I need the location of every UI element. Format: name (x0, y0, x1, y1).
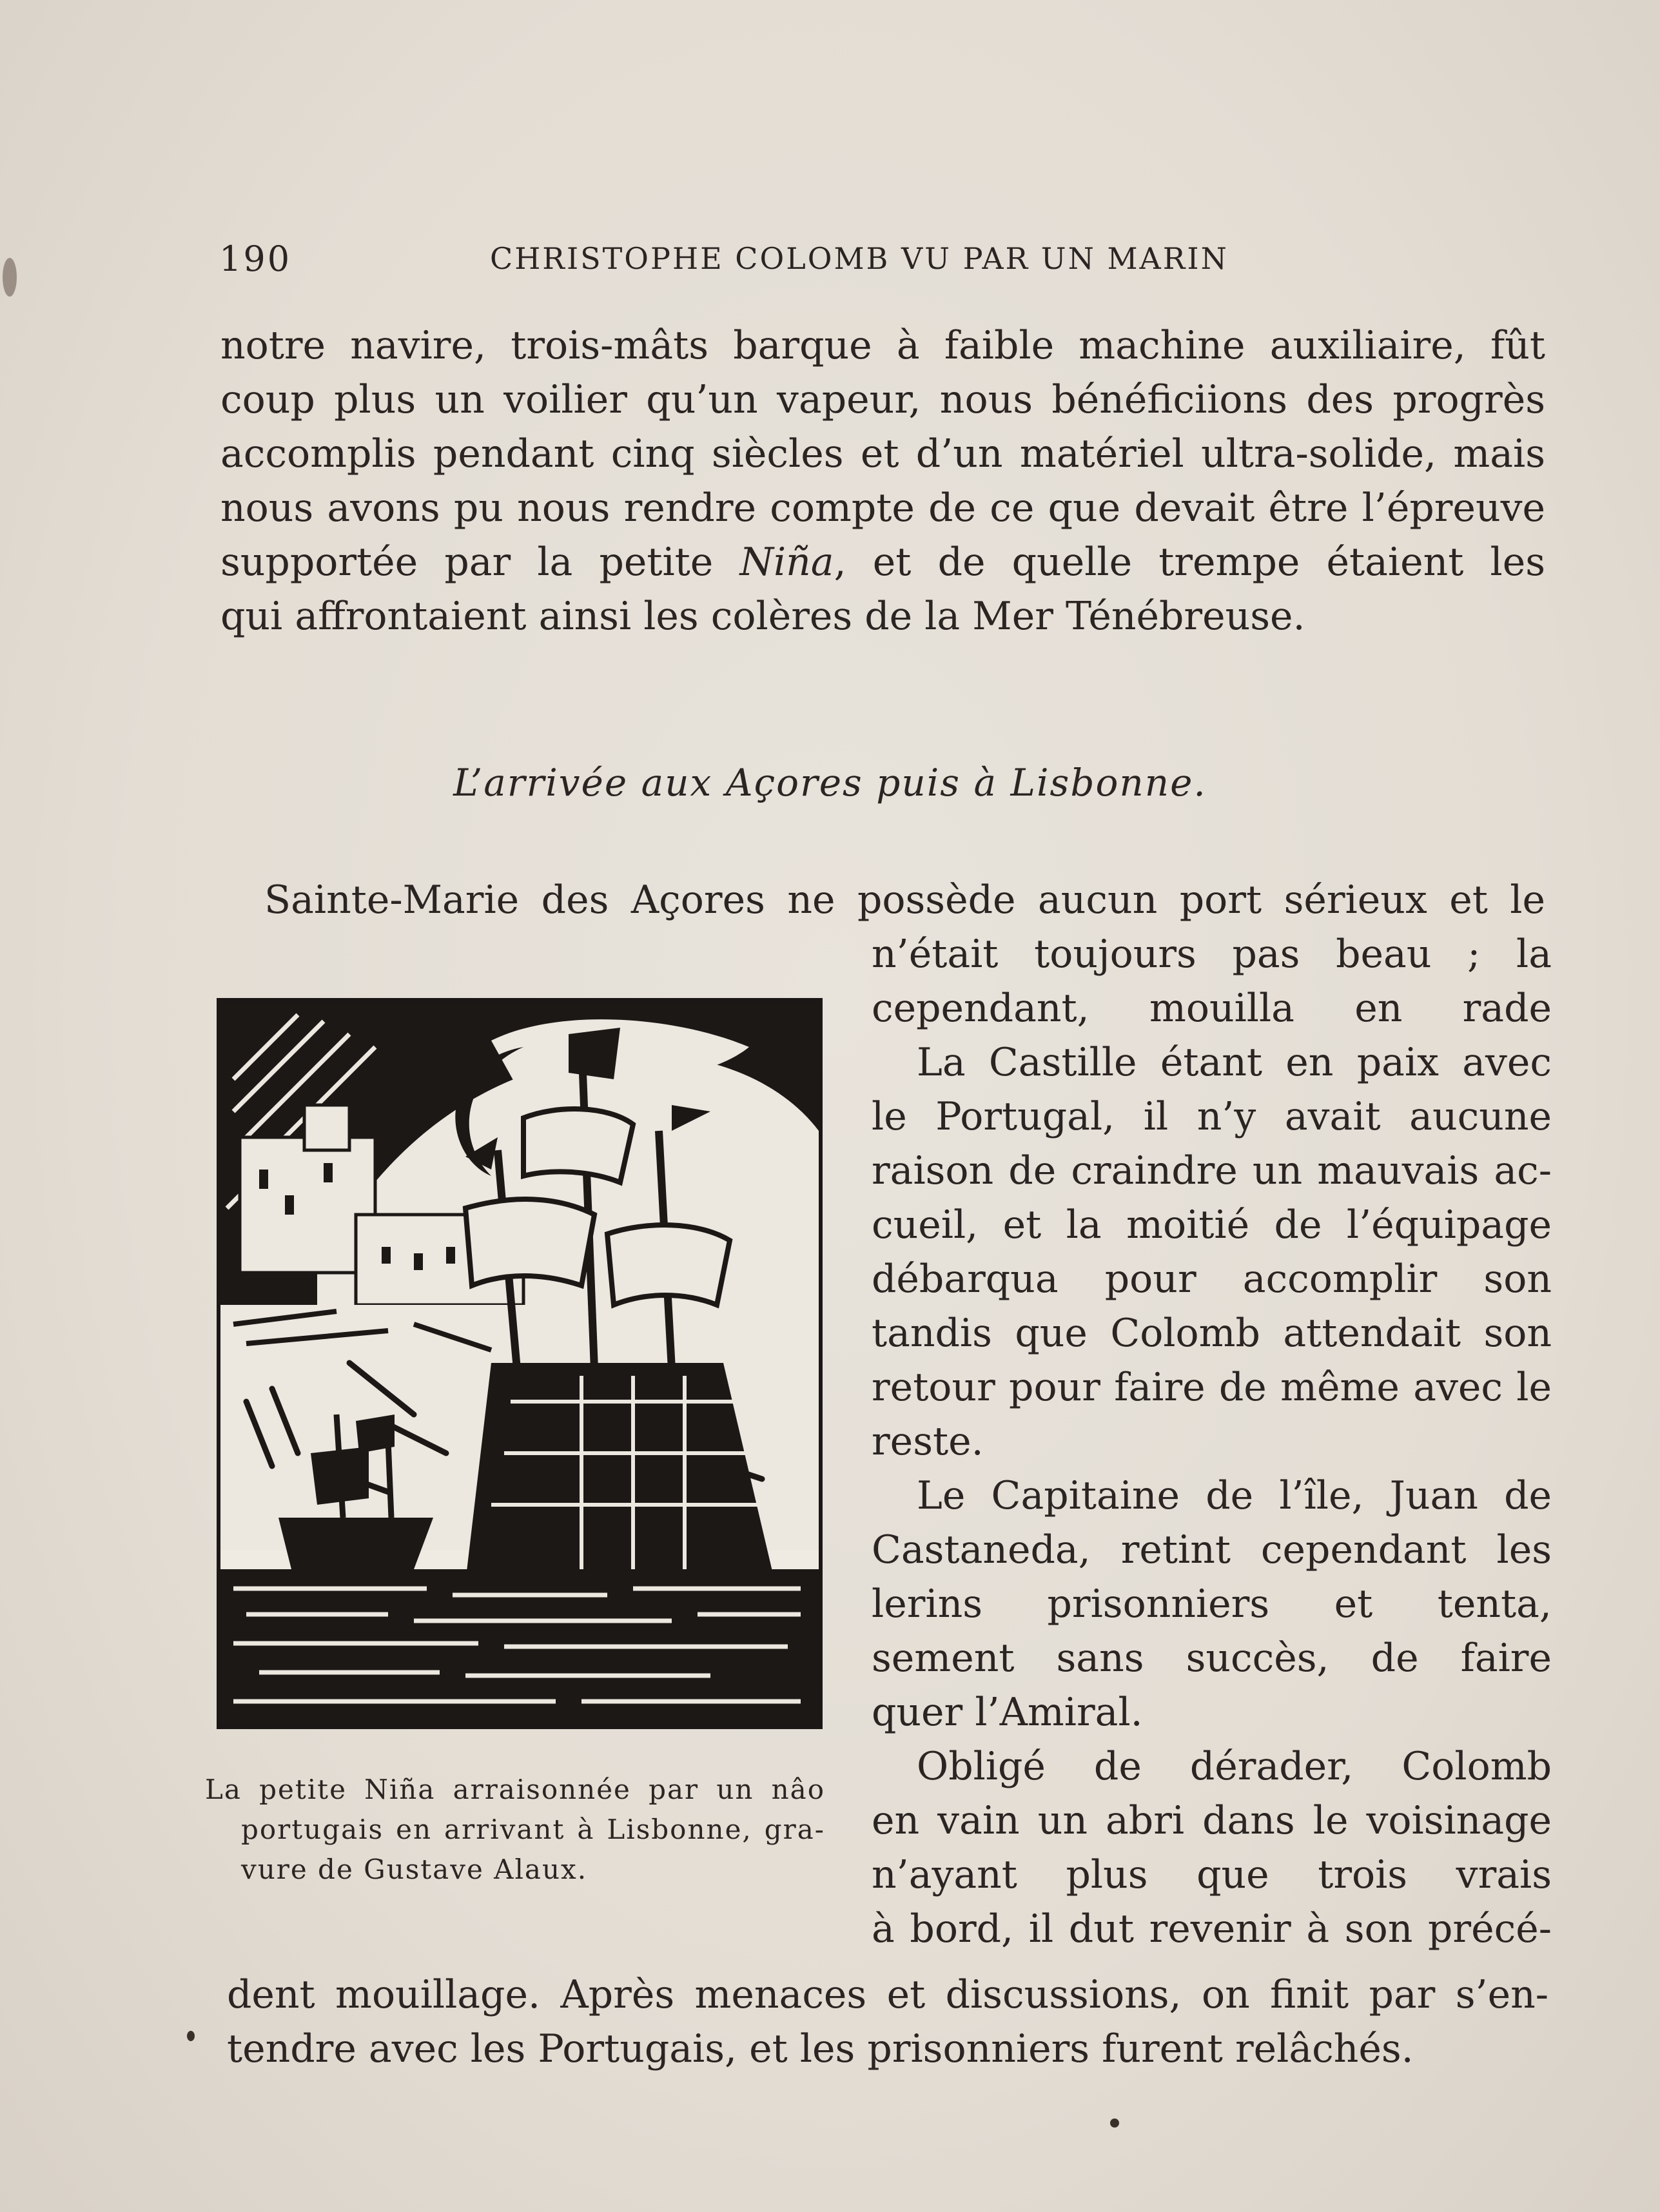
text-line: cueil, et la moitié de l’équipage (872, 1202, 1552, 1248)
paragraph-2-opening (264, 873, 1545, 927)
text-line: tandis que Colomb attendait son (872, 1311, 1552, 1356)
section-heading: L’arrivée aux Açores puis à Lisbonne. (453, 761, 1207, 805)
text-line: retour pour faire de même avec le (872, 1365, 1552, 1410)
text-column (872, 927, 1552, 1956)
woodcut-illustration (217, 998, 823, 1729)
text-line: à bord, il dut revenir à son précé- (872, 1906, 1552, 1952)
text-line: lerins prisonniers et tenta, (872, 1581, 1552, 1627)
text-line: dent mouillage. Après menaces et discussions, on finit par s’en- (227, 1972, 1548, 2017)
text-line: nous avons pu nous rendre compte de ce que devait être l’épreuve (220, 485, 1545, 531)
text-line: accomplis pendant cinq siècles et d’un matériel ultra-solide, mais (220, 431, 1545, 476)
text-line: tendre avec les Portugais, et les prisonniers furent relâchés. (227, 2026, 1414, 2071)
text-line: coup plus un voilier qu’un vapeur, nous bénéficiions des progrès (220, 377, 1545, 422)
ink-speck (187, 2031, 195, 2041)
text-line: supportée par la petite Niña, et de quelle trempe étaient les (220, 540, 1545, 585)
ink-speck (3, 258, 17, 297)
text-line: cependant, mouilla en rade (872, 986, 1552, 1031)
text-line: n’était toujours pas beau ; la (872, 932, 1552, 977)
text-line: La Castille étant en paix avec (917, 1040, 1552, 1085)
text-line: le Portugal, il n’y avait aucune (872, 1094, 1552, 1139)
page-number: 190 (219, 239, 292, 279)
text-line: Obligé de dérader, Colomb (917, 1744, 1552, 1789)
caption-line: vure de Gustave Alaux. (241, 1854, 588, 1885)
text-line: notre navire, trois-mâts barque à faible machine auxiliaire, fût (220, 323, 1545, 368)
paragraph-1 (220, 318, 1545, 643)
text-line: débarqua pour accomplir son (872, 1257, 1552, 1302)
figure-caption (205, 1770, 825, 1890)
text-line: en vain un abri dans le voisinage (872, 1798, 1552, 1843)
text-line: reste. (872, 1419, 984, 1464)
caption-line: La petite Niña arraisonnée par un nâo (205, 1774, 825, 1805)
text-line: Sainte-Marie des Açores ne possède aucun port sérieux et le (264, 877, 1545, 923)
text-line: Castaneda, retint cependant les (872, 1527, 1552, 1572)
text-line: qui affrontaient ainsi les colères de la Mer Ténébreuse. (220, 594, 1305, 639)
ship-engraving (220, 1002, 819, 1725)
text-line: raison de craindre un mauvais ac- (872, 1148, 1552, 1193)
text-line: n’ayant plus que trois vrais (872, 1852, 1552, 1897)
ink-speck (1110, 2119, 1119, 2128)
page-header (219, 239, 1547, 284)
ship-name: Niña (739, 540, 834, 585)
text-line: quer l’Amiral. (872, 1690, 1143, 1735)
text-line: Le Capitaine de l’île, Juan de (917, 1473, 1552, 1518)
paragraph-2-closing (227, 1968, 1548, 2076)
running-title: CHRISTOPHE COLOMB VU PAR UN MARIN (490, 241, 1229, 276)
caption-line: portugais en arrivant à Lisbonne, gra- (241, 1814, 825, 1845)
text-line: sement sans succès, de faire (872, 1636, 1552, 1681)
